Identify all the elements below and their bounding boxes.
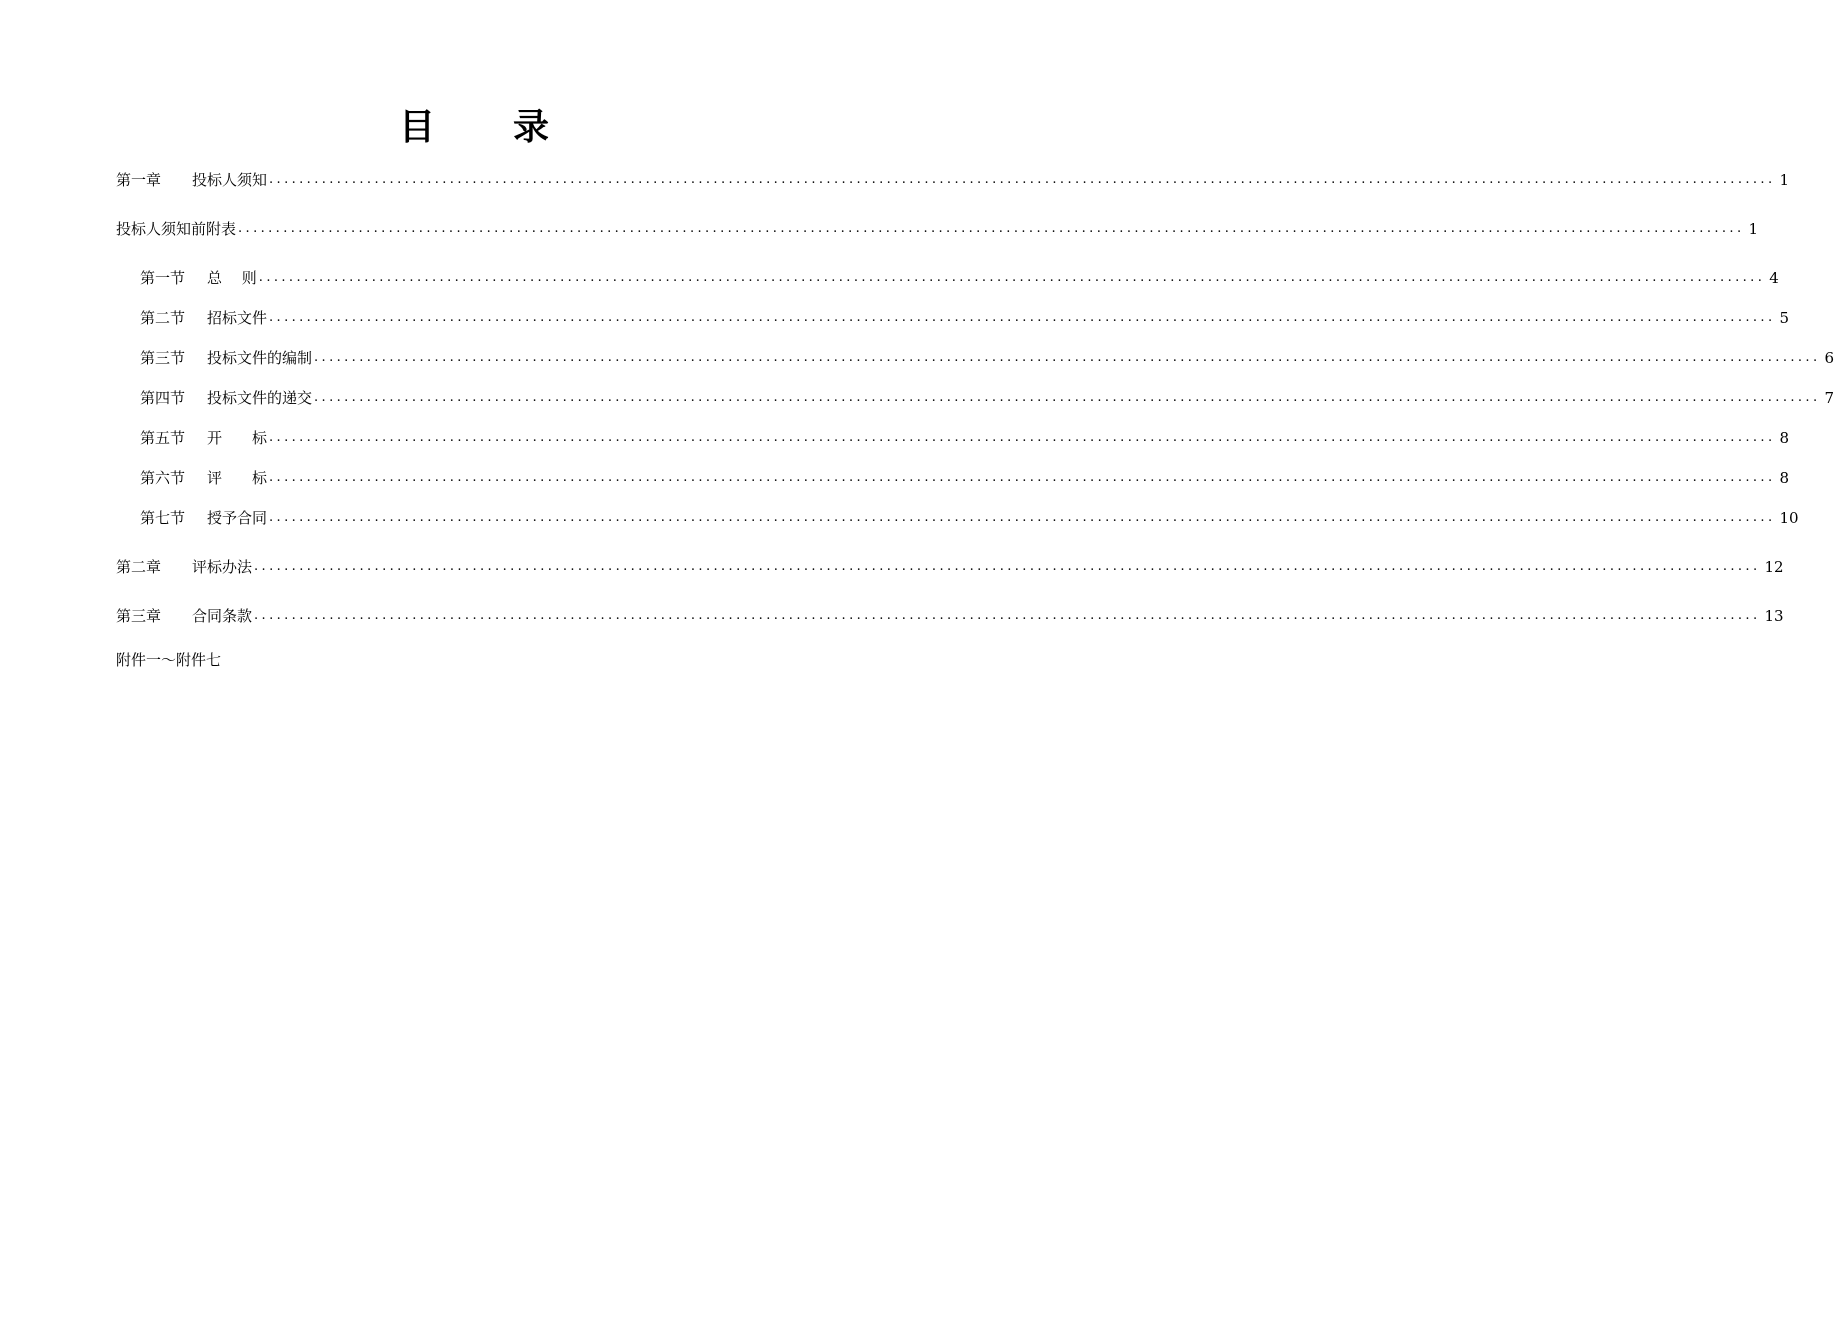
toc-appendix: 附件一～附件七	[116, 651, 222, 669]
toc-entry-page: 7	[1824, 389, 1834, 407]
dot-leader: ........................................................................................................................................................................................................	[269, 172, 1776, 187]
toc-entry-page: 1	[1779, 171, 1790, 189]
toc-entry-page: 1	[1748, 220, 1759, 238]
toc-entry-number: 第三章	[116, 607, 162, 625]
toc-entry-section-1[interactable]	[140, 266, 1779, 290]
toc-entry-number: 第六节	[140, 469, 186, 487]
toc-entry-title: 合同条款	[192, 607, 253, 625]
toc-entry-section-4[interactable]	[140, 386, 1834, 410]
toc-entry-front-table[interactable]	[116, 217, 1759, 241]
toc-entry-number: 第五节	[140, 429, 186, 447]
toc-entry-number: 第七节	[140, 509, 186, 527]
toc-entry-section-2[interactable]	[140, 306, 1790, 330]
toc-entry-section-6[interactable]	[140, 466, 1790, 490]
dot-leader: ........................................................................................................................................................................................................	[238, 221, 1745, 236]
toc-entry-title: 评标办法	[192, 558, 253, 576]
toc-entry-page: 12	[1764, 558, 1784, 576]
page-title: 目 录	[398, 107, 551, 148]
toc-entry-page: 6	[1824, 349, 1834, 367]
dot-leader: ........................................................................................................................................................................................................	[314, 350, 1821, 365]
toc-entry-number: 第一章	[116, 171, 162, 189]
toc-entry-section-5[interactable]	[140, 426, 1790, 450]
toc-entry-title: 总 则	[207, 269, 257, 287]
toc-entry-chapter-2[interactable]	[116, 555, 1784, 579]
toc-entry-page: 13	[1764, 607, 1784, 625]
toc-entry-page: 5	[1779, 309, 1790, 327]
toc-entry-page: 4	[1769, 269, 1779, 287]
toc-entry-title: 投标文件的编制	[207, 349, 313, 367]
toc-entry-chapter-3[interactable]	[116, 604, 1784, 628]
toc-entry-title: 投标人须知前附表	[116, 220, 237, 238]
toc-entry-title: 授予合同	[207, 509, 268, 527]
toc-entry-number: 第一节	[140, 269, 186, 287]
toc-entry-title: 开 标	[207, 429, 268, 447]
dot-leader: ........................................................................................................................................................................................................	[314, 390, 1821, 405]
toc-entry-page: 8	[1779, 469, 1790, 487]
dot-leader: ........................................................................................................................................................................................................	[254, 608, 1761, 623]
toc-entry-page: 8	[1779, 429, 1790, 447]
toc-entry-chapter-1[interactable]	[116, 168, 1790, 192]
toc-entry-title: 投标文件的递交	[207, 389, 313, 407]
toc-entry-title: 投标人须知	[192, 171, 268, 189]
dot-leader: ........................................................................................................................................................................................................	[269, 470, 1776, 485]
toc-entry-section-3[interactable]	[140, 346, 1834, 370]
toc-entry-section-7[interactable]	[140, 506, 1799, 530]
dot-leader: ........................................................................................................................................................................................................	[254, 559, 1761, 574]
toc-entry-number: 第二章	[116, 558, 162, 576]
dot-leader: ........................................................................................................................................................................................................	[269, 310, 1776, 325]
toc-entry-number: 第二节	[140, 309, 186, 327]
toc-entry-number: 第三节	[140, 349, 186, 367]
dot-leader: ........................................................................................................................................................................................................	[269, 430, 1776, 445]
dot-leader: ........................................................................................................................................................................................................	[258, 270, 1766, 285]
toc-entry-number: 第四节	[140, 389, 186, 407]
toc-entry-title: 招标文件	[207, 309, 268, 327]
toc-entry-title: 评 标	[207, 469, 268, 487]
toc-entry-page: 10	[1779, 509, 1799, 527]
dot-leader: ........................................................................................................................................................................................................	[269, 510, 1776, 525]
